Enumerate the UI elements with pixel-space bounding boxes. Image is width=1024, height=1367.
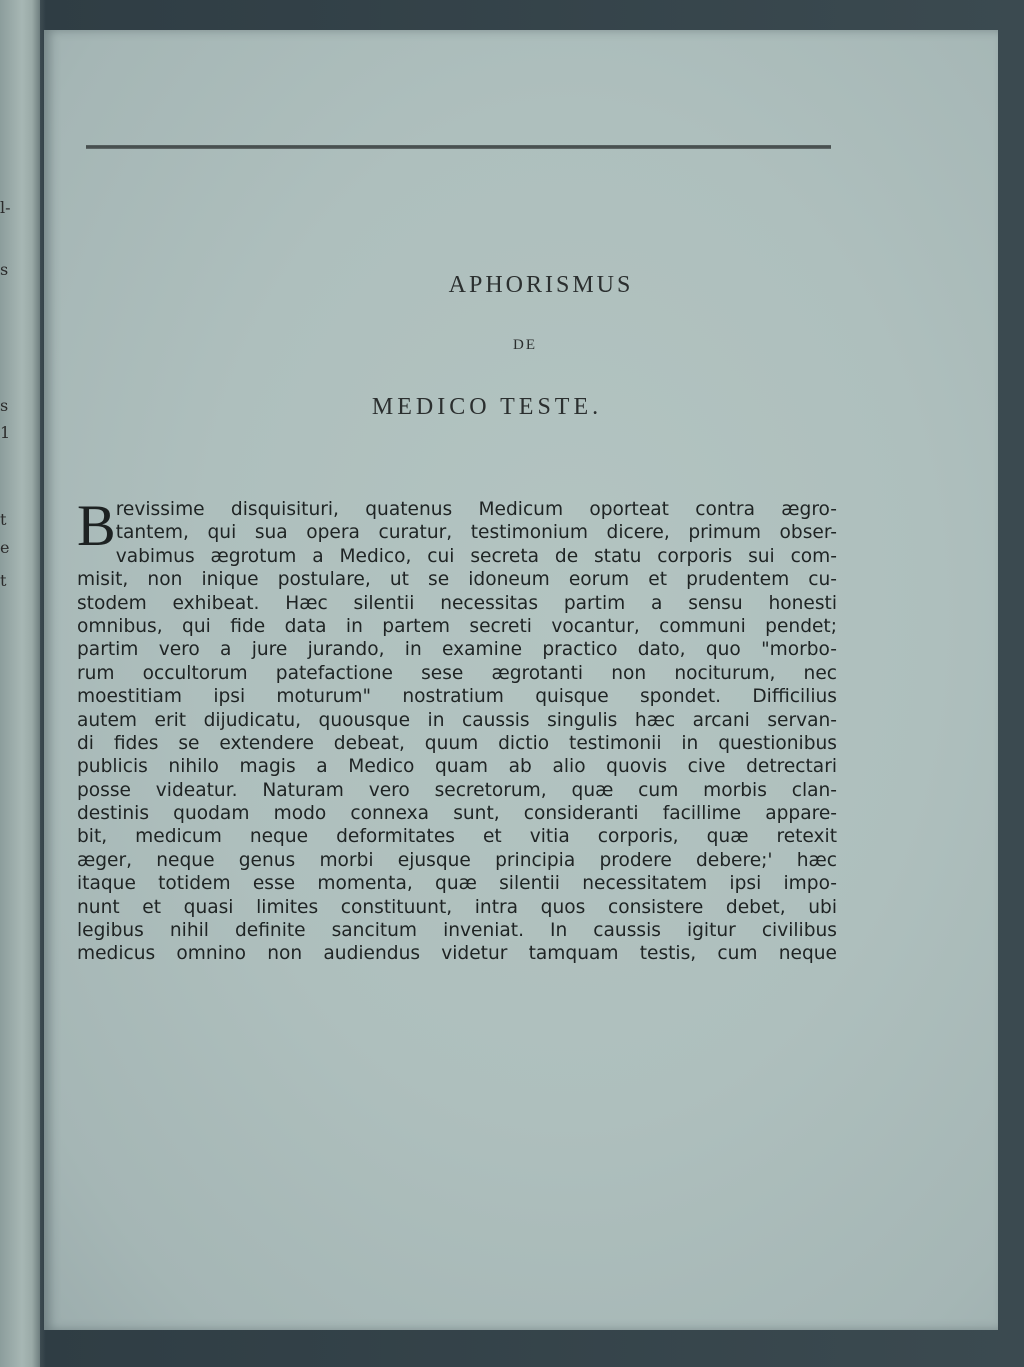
text-line: æger, neque genus morbi ejusque principia prodere debere;' hæc: [77, 849, 837, 871]
book-page: [44, 30, 998, 1330]
text-line: posse videatur. Naturam vero secretorum, quæ cum morbis clan-: [77, 779, 837, 801]
text-line: medicus omnino non audiendus videtur tamquam testis, cum neque: [77, 943, 837, 965]
title-connector: DE: [513, 337, 537, 353]
text-line: nunt et quasi limites constituunt, intra quos consistere debet, ubi: [77, 896, 837, 918]
margin-fragment: e: [0, 538, 10, 557]
text-line: itaque totidem esse momenta, quæ silentii necessitatem ipsi impo-: [77, 873, 837, 895]
left-page-edge: [0, 0, 40, 1367]
text-line: destinis quodam modo connexa sunt, consideranti facillime appare-: [77, 803, 837, 825]
text-line: partim vero a jure jurando, in examine practico dato, quo "morbo-: [77, 639, 837, 661]
margin-fragment: s: [0, 396, 9, 415]
text-line: bit, medicum neque deformitates et vitia corporis, quæ retexit: [77, 826, 837, 848]
text-line: misit, non inique postulare, ut se idoneum eorum et prudentem cu-: [77, 569, 837, 591]
page-title: APHORISMUS: [448, 272, 634, 298]
text-line: di fides se extendere debeat, quum dictio testimonii in questionibus: [77, 732, 837, 754]
margin-fragment: t: [0, 571, 7, 590]
text-line: legibus nihil definite sancitum inveniat. In caussis igitur civilibus: [77, 920, 837, 942]
page-subtitle: MEDICO TESTE.: [371, 394, 603, 420]
text-line: vabimus ægrotum a Medico, cui secreta de statu corporis sui com-: [115, 545, 837, 567]
text-line: rum occultorum patefactione sese ægrotanti non nociturum, nec: [77, 662, 837, 684]
text-line: revissime disquisituri, quatenus Medicum oporteat contra ægro-: [115, 499, 837, 520]
text-line: publicis nihilo magis a Medico quam ab alio quovis cive detrectari: [77, 756, 837, 778]
margin-fragment: 1: [0, 423, 11, 442]
text-line: autem erit dijudicatu, quousque in caussis singulis hæc arcani servan-: [77, 709, 837, 731]
body-text: [77, 493, 837, 966]
margin-fragment: l-: [0, 198, 11, 217]
text-line: omnibus, qui fide data in partem secreti vocantur, communi pendet;: [77, 615, 837, 637]
text-line: tantem, qui sua opera curatur, testimonium dicere, primum obser-: [115, 522, 837, 544]
margin-fragment: s: [0, 260, 9, 279]
drop-cap: B: [77, 493, 116, 558]
margin-fragment: t: [0, 510, 7, 529]
text-line: moestitiam ipsi moturum" nostratium quisque spondet. Difficilius: [77, 686, 837, 708]
text-line: stodem exhibeat. Hæc silentii necessitas partim a sensu honesti: [77, 592, 837, 614]
top-rule: [86, 145, 831, 149]
